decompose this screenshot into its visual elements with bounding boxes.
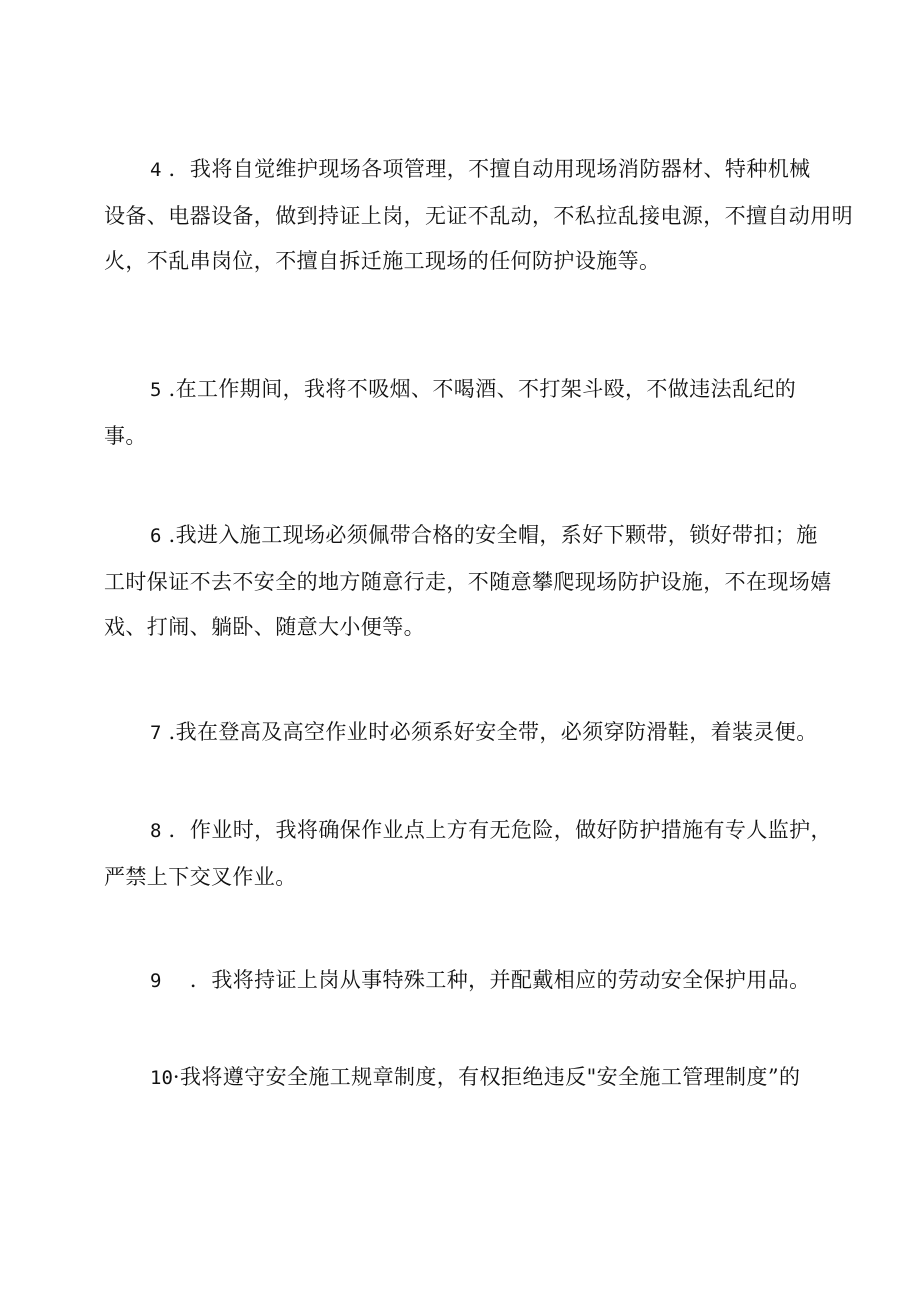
- item-6: [104, 513, 832, 651]
- item-8-number: 8: [150, 820, 162, 842]
- item-4-line-2: 设备、电器设备，做到持证上岗，无证不乱动，不私拉乱接电源，不擅自动用明: [104, 203, 853, 228]
- item-7-number: 7: [150, 722, 162, 744]
- item-6-line-1: 6 .我进入施工现场必须佩带合格的安全帽，系好下颗带，锁好带扣；施: [150, 523, 818, 547]
- item-8: [104, 808, 832, 900]
- item-9-line-1: 9 ．我将持证上岗从事特殊工种，并配戴相应的劳动安全保护用品。: [150, 968, 811, 992]
- item-5-number: 5: [150, 379, 162, 401]
- item-9: [104, 958, 824, 1005]
- item-7: [104, 710, 824, 757]
- item-6-line-3: 戏、打闹、躺卧、随意大小便等。: [104, 615, 425, 639]
- item-4-line-3: 火，不乱串岗位，不擅自拆迁施工现场的任何防护设施等。: [104, 249, 661, 273]
- item-9-number: 9: [150, 970, 162, 992]
- item-5-line-1: 5 .在工作期间，我将不吸烟、不喝酒、不打架斗殴，不做违法乱纪的: [150, 377, 797, 401]
- item-4-line-1: 4 ．我将自觉维护现场各项管理，不擅自动用现场消防器材、特种机械: [150, 157, 811, 181]
- item-4: [104, 147, 853, 285]
- item-8-line-2: 严禁上下交叉作业。: [104, 864, 297, 889]
- item-5: [104, 367, 824, 459]
- item-8-line-1: 8 ．作业时，我将确保作业点上方有无危险，做好防护措施有专人监护，: [150, 818, 832, 842]
- item-4-number: 4: [150, 159, 162, 181]
- item-10-number: 10: [150, 1067, 173, 1089]
- item-6-number: 6: [150, 525, 162, 547]
- item-10: [104, 1055, 824, 1102]
- item-10-line-1: 10·我将遵守安全施工规章制度，有权拒绝违反"安全施工管理制度”的: [150, 1065, 801, 1089]
- item-5-line-2: 事。: [104, 423, 147, 448]
- item-7-line-1: 7 .我在登高及高空作业时必须系好安全带，必须穿防滑鞋，着装灵便。: [150, 720, 818, 744]
- item-6-line-2: 工时保证不去不安全的地方随意行走，不随意攀爬现场防护设施，不在现场嬉: [104, 569, 832, 594]
